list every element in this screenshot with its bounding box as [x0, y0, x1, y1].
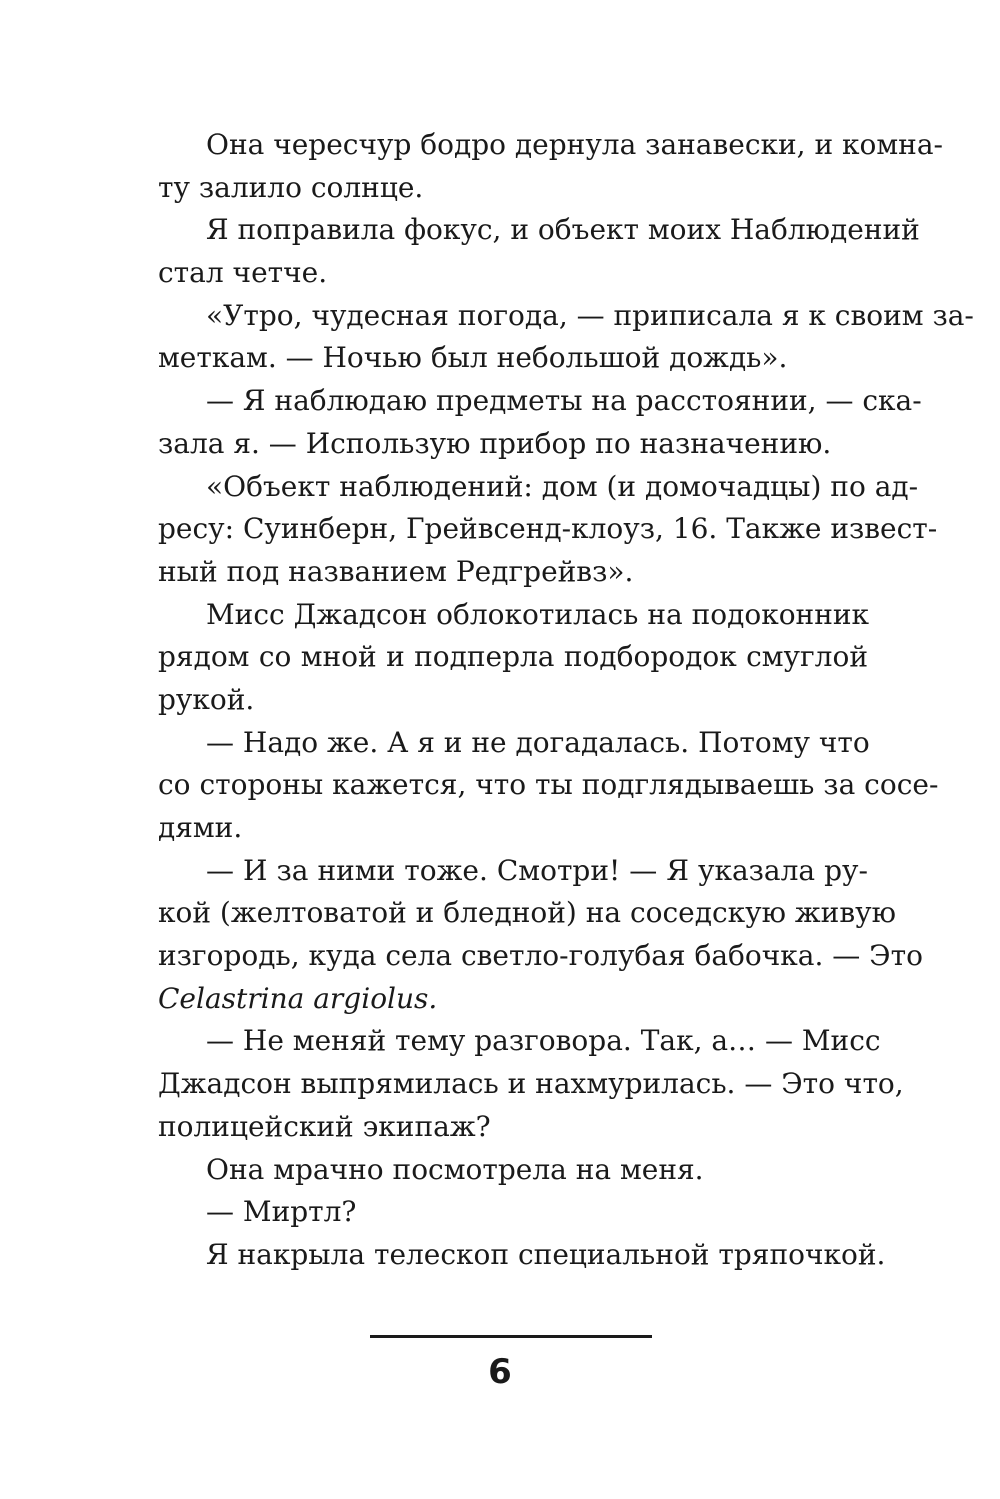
footer-divider	[370, 1335, 652, 1338]
text-line: — Не меняй тему разговора. Так, а… — Мисс	[206, 1024, 881, 1058]
text-line: стал четче.	[158, 256, 328, 290]
text-line: изгородь, куда села светло-голубая бабочка. — Это	[158, 939, 923, 973]
text-line: Celastrina argiolus.	[158, 981, 438, 1015]
text-line: — Надо же. А я и не догадалась. Потому что	[206, 725, 870, 759]
text-line: меткам. — Ночью был небольшой дождь».	[158, 341, 788, 375]
text-line: — Я наблюдаю предметы на расстоянии, — ска-	[206, 384, 922, 418]
text-line: Мисс Джадсон облокотилась на подоконник	[206, 597, 870, 631]
text-line: со стороны кажется, что ты подглядываешь за сосе-	[158, 768, 939, 802]
text-line: ту залило солнце.	[158, 170, 424, 204]
text-line: Я поправила фокус, и объект моих Наблюдений	[206, 213, 920, 247]
text-line: рукой.	[158, 682, 255, 716]
text-line: Она чересчур бодро дернула занавески, и комна-	[206, 128, 943, 161]
text-line: «Утро, чудесная погода, — приписала я к своим за-	[206, 298, 974, 332]
text-line: ресу: Суинберн, Грейвсенд-клоуз, 16. Также извест-	[158, 512, 938, 546]
page-body	[158, 124, 974, 1277]
text-line: «Объект наблюдений: дом (и домочадцы) по ад-	[206, 469, 919, 503]
page-number: 6	[488, 1352, 512, 1392]
text-line: полицейский экипаж?	[158, 1109, 491, 1143]
text-line: — Миртл?	[206, 1195, 357, 1229]
text-line: зала я. — Использую прибор по назначению.	[158, 426, 832, 460]
text-line: Джадсон выпрямилась и нахмурилась. — Это что,	[158, 1067, 904, 1101]
text-line: Она мрачно посмотрела на меня.	[206, 1152, 704, 1186]
text-line: кой (желтоватой и бледной) на соседскую живую	[158, 896, 896, 930]
text-line: — И за ними тоже. Смотри! — Я указала ру-	[206, 853, 868, 887]
text-line: Я накрыла телескоп специальной тряпочкой.	[206, 1237, 886, 1271]
text-line: дями.	[158, 811, 243, 844]
text-line: рядом со мной и подперла подбородок смуглой	[158, 640, 868, 674]
text-line: ный под названием Редгрейвз».	[158, 554, 634, 588]
